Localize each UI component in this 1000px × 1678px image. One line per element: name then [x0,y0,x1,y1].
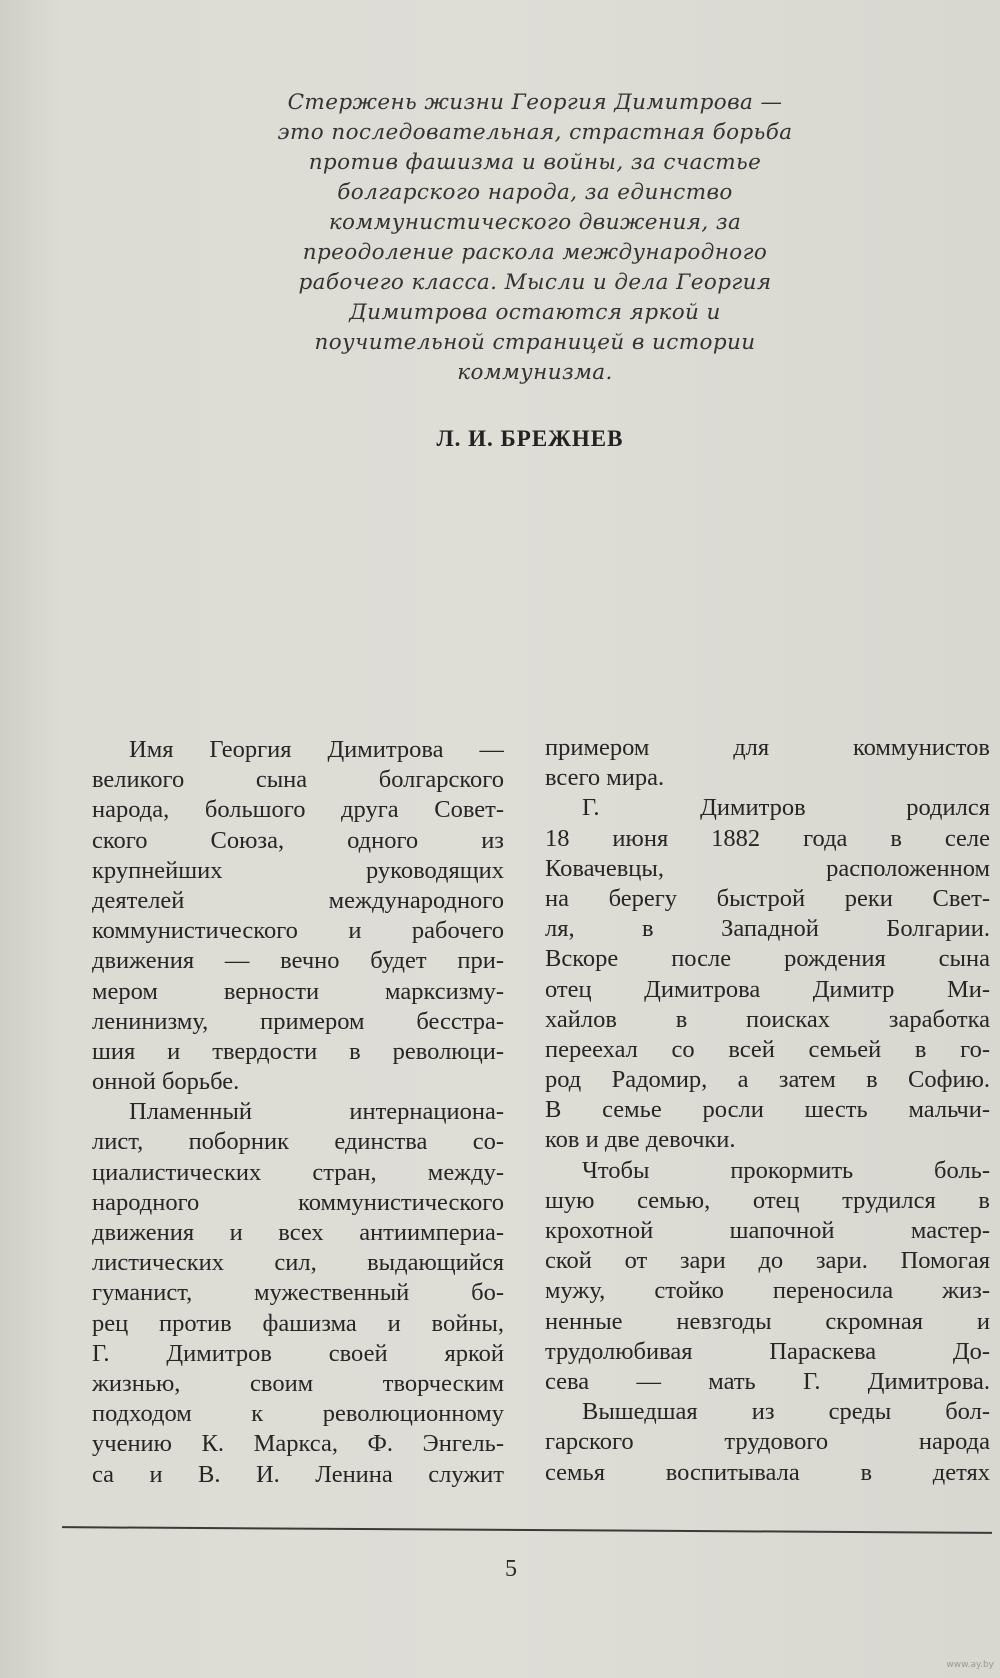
text-line: движения и всех антиимпериа- [92,1219,504,1246]
text-line: Вскоре после рождения сына [545,945,990,973]
footer-rule [62,1526,992,1534]
text-line: Чтобы прокормить боль- [582,1156,990,1184]
text-line: переехал со всей семьей в го- [545,1035,990,1063]
text-line: великого сына болгарского [92,766,504,794]
text-line: движения — вечно будет при- [92,947,504,975]
text-line: подходом к революционному [92,1400,504,1428]
text-line: народного коммунистического [92,1188,504,1216]
text-line: циалистических стран, между- [92,1158,504,1186]
text-line: семья воспитывала в детях [545,1458,990,1486]
text-line: Г. Димитров родился [582,794,990,822]
text-line: отец Димитрова Димитр Ми- [545,975,990,1003]
text-line: 18 июня 1882 года в селе [545,824,990,852]
epigraph-line: Стержень жизни Георгия Димитрова — [287,90,783,115]
text-line: ков и две девочки. [545,1126,736,1154]
text-line: примером для коммунистов [545,734,990,761]
epigraph-line: болгарского народа, за единство [337,180,733,205]
text-line: крохотной шапочной мастер- [545,1217,990,1244]
text-line: ской от зари до зари. Помогая [545,1247,990,1275]
text-line: хайлов в поисках заработка [545,1005,990,1033]
epigraph-line: поучительной страницей в истории [314,330,756,355]
text-line: гарского трудового народа [545,1428,990,1456]
text-column-right [545,733,990,1488]
epigraph-line: коммунистического движения, за [328,210,742,235]
text-line: лист, поборник единства со- [92,1128,504,1156]
text-line: крупнейших руководящих [92,856,504,884]
text-line: деятелей международного [92,886,504,914]
text-line: Ковачевцы, расположенном [545,854,990,882]
text-line: листических сил, выдающийся [92,1249,504,1277]
text-line: род Радомир, а затем в Софию. [545,1066,990,1094]
epigraph-line: Димитрова остаются яркой и [349,300,721,325]
text-line: ского Союза, одного из [92,826,504,854]
text-line: учению К. Маркса, Ф. Энгель- [92,1430,504,1458]
text-line: рец против фашизма и войны, [92,1309,504,1337]
epigraph-line: коммунизма. [457,360,613,385]
text-line: онной борьбе. [92,1068,240,1096]
epigraph [225,88,845,388]
text-line: мужу, стойко переносила жиз- [545,1277,990,1305]
text-line: ля, в Западной Болгарии. [545,915,990,943]
text-line: са и В. И. Ленина служит [92,1460,504,1488]
text-line: Вышедшая из среды бол- [582,1398,990,1426]
text-line: ненные невзгоды скромная и [545,1307,990,1335]
text-line: трудолюбивая Параскева До- [545,1337,990,1365]
text-line: сева — мать Г. Димитрова. [545,1367,990,1395]
epigraph-line: против фашизма и войны, за счастье [308,150,762,175]
text-line: всего мира. [545,764,665,792]
text-line: шия и твердости в революци- [92,1037,504,1065]
page-number: 5 [505,1556,517,1582]
text-line: коммунистического и рабочего [92,917,504,945]
text-line: Г. Димитров своей яркой [92,1339,504,1367]
watermark: www.ay.by [946,1660,994,1670]
text-line: ленинизму, примером бесстра- [92,1007,504,1035]
epigraph-line: рабочего класса. Мысли и дела Георгия [298,270,772,295]
text-line: шую семью, отец трудился в [545,1186,990,1214]
text-line: на берегу быстрой реки Свет- [545,884,990,912]
text-line: народа, большого друга Совет- [92,796,504,824]
epigraph-author: Л. И. БРЕЖНЕВ [436,426,624,451]
text-line: Пламенный интернациона- [129,1098,504,1126]
text-line: В семье росли шесть мальчи- [545,1096,990,1124]
text-line: мером верности марксизму- [92,977,504,1005]
text-line: жизнью, своим творческим [92,1369,504,1397]
epigraph-line: это последовательная, страстная борьба [277,120,793,145]
text-column-left [92,735,504,1490]
text-line: гуманист, мужественный бо- [92,1279,504,1307]
text-line: Имя Георгия Димитрова — [129,736,504,763]
epigraph-line: преодоление раскола международного [302,240,768,265]
